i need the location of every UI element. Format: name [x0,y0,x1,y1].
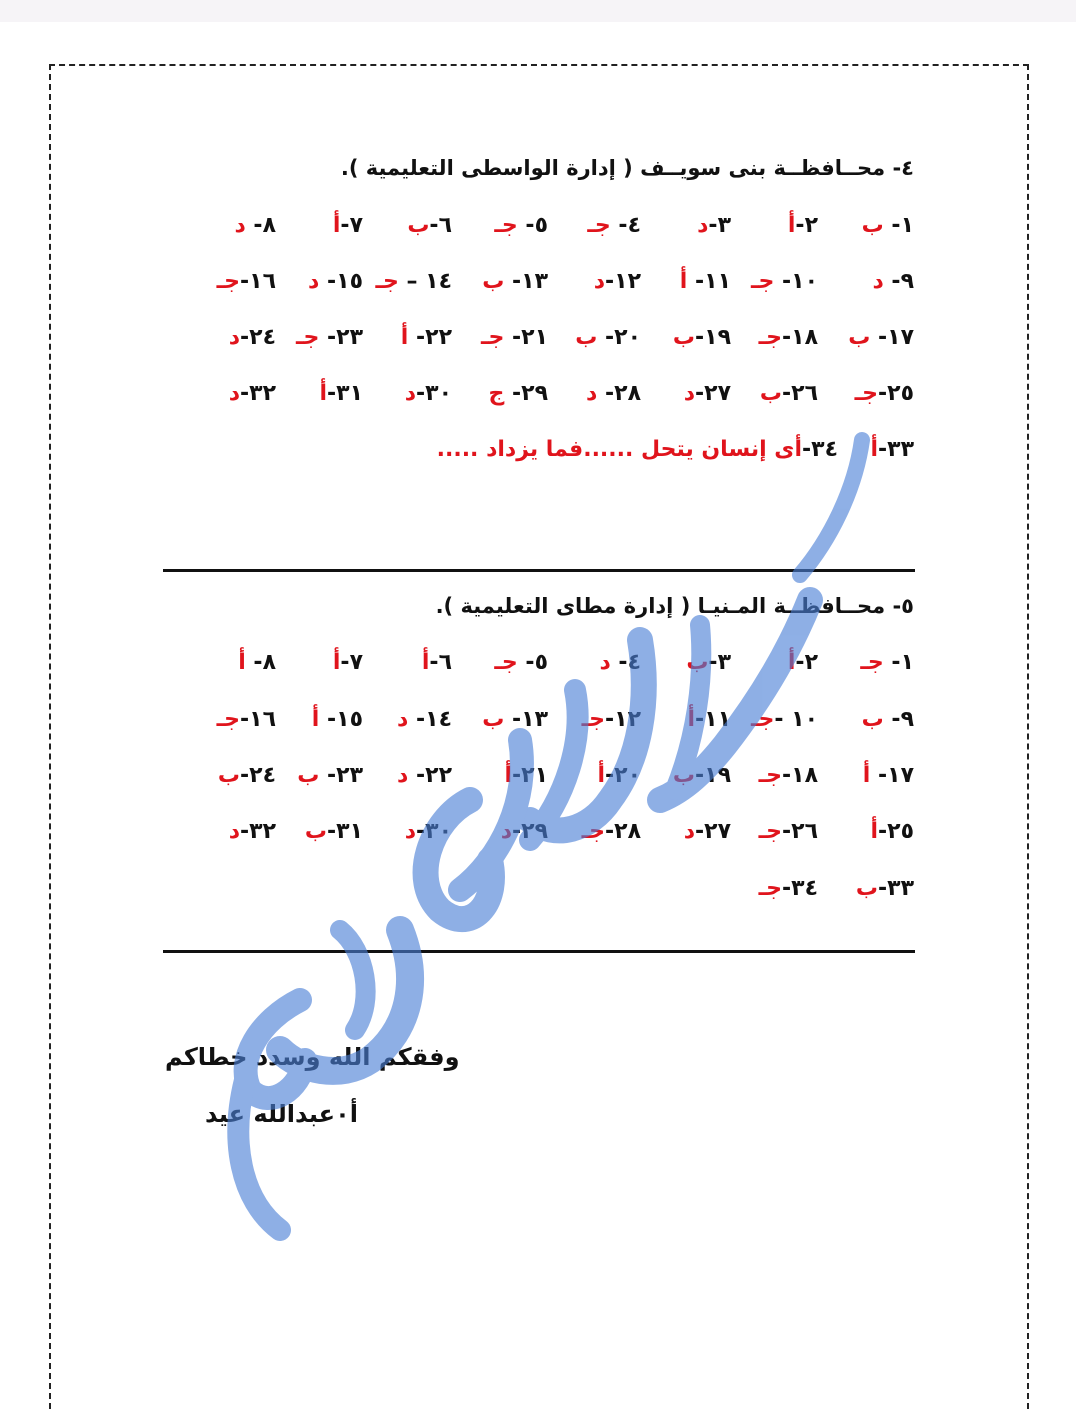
answer-row [0,377,1076,411]
answer-value: ب [482,707,505,732]
answer-row [0,703,1076,737]
answer-value: جـ [581,707,605,732]
answer-number: ١٥- [319,707,363,732]
answer-item [759,321,818,355]
answer-item [597,759,641,793]
answer-number: ٢٣- [319,763,363,788]
answer-number: ٣- [708,213,731,238]
top-strip [0,0,1076,22]
answer-value: د [586,381,598,406]
answer-value: جـ [587,213,611,238]
answer-number: ١٩- [695,325,731,350]
answer-row [0,209,1076,243]
answer-item [319,377,363,411]
answer-item [599,646,641,680]
answer-number: ٣٠- [416,381,452,406]
answer-item [687,703,731,737]
answer-value: ب [575,325,598,350]
answer-item [587,209,641,243]
answer-number: ٤- [610,650,641,675]
answer-item [238,646,276,680]
answer-row [0,646,1076,680]
answer-item [296,321,363,355]
answer-value: ب [861,707,884,732]
answer-number: ٣- [708,650,731,675]
answer-number: ٢٦- [782,819,818,844]
answer-item [217,703,276,737]
answer-number: ٢٠- [605,763,641,788]
answer-value: جـ [494,213,518,238]
answer-number: ٢٥- [878,819,914,844]
answer-number: ١٨- [782,763,818,788]
answer-value: د [500,819,512,844]
answer-value: أ [597,763,605,788]
answer-row [0,872,1076,906]
answer-value: أ [870,437,878,462]
answer-row [0,265,1076,299]
answer-value: جـ [480,325,505,350]
answer-value: د [228,819,240,844]
answer-item-34 [437,433,838,467]
answer-value: ب [759,381,782,406]
answer-number: ٧- [340,650,363,675]
answer-row [0,815,1076,849]
answer-value: د [228,381,240,406]
answer-item [575,321,641,355]
answer-number: ٦- [429,213,452,238]
answer-item [333,646,363,680]
answer-value: د [872,269,884,294]
answer-item [375,265,452,299]
answer-value: ب [217,763,240,788]
answer-item [308,265,363,299]
answer-value: أ [870,819,878,844]
answer-item-33 [870,433,914,467]
answer-item [872,265,914,299]
answer-value: جـ [494,650,518,675]
answer-value: جـ [758,325,782,350]
answer-item [482,265,548,299]
answer-item [594,265,641,299]
answer-value: أ [421,650,430,675]
answer-value: د [683,819,695,844]
answer-number: ٥- [517,213,548,238]
answer-number: ٢٧- [695,381,731,406]
answer-item [494,209,548,243]
answer-item [312,703,363,737]
answer-value: ب [482,269,505,294]
answer-value: أ [332,213,341,238]
section-5-heading: ٥- محــافظــة المـنيـا ( إدارة مطاى التعليمية ). [435,594,914,618]
answer-item [759,872,818,906]
answer-item [751,265,818,299]
answer-value: د [404,381,416,406]
answer-number: ٢٣- [319,325,363,350]
answer-item [582,815,641,849]
section-4-heading: ٤- محــافظــة بنى سويــف ( إدارة الواسطى التعليمية ). [340,156,914,180]
answer-number: ٢٨- [597,381,641,406]
answer-value: جـ [216,269,240,294]
answer-number: ٢١- [512,763,548,788]
answer-number: ٢٩- [512,819,548,844]
answer-number: ٢٧- [695,819,731,844]
answer-number: ١٢- [605,707,641,732]
answer-value: ب [848,325,871,350]
section-divider [163,569,915,572]
answer-number: ٢٠- [597,325,641,350]
answer-value: جـ [758,763,782,788]
answer-item [751,703,818,737]
answer-item [862,703,914,737]
answer-item [863,759,914,793]
answer-number: ١٣- [504,269,548,294]
answer-item [422,646,452,680]
answer-item [229,321,276,355]
answer-item [582,703,641,737]
answer-item [684,815,731,849]
answer-value: أ [311,707,320,732]
answer-value: جـ [758,876,782,901]
answer-number: ٢- [795,213,818,238]
answer-number: ٣١- [327,819,363,844]
answer-item [501,815,548,849]
answer-number: ٣٠- [416,819,452,844]
answer-value: أ [787,650,796,675]
answer-value: د [234,213,246,238]
answer-number: ٢٥- [878,381,914,406]
answer-number: ١٠- [774,269,818,294]
answer-number: ٩- [883,707,914,732]
answer-number: ٦- [429,650,452,675]
answer-number: ٢٨- [605,819,641,844]
answer-item [217,265,276,299]
answer-value: د [683,381,695,406]
answer-value: جـ [295,325,320,350]
answer-item [870,815,914,849]
author-signature: أ٠عبدالله عيد [205,1100,358,1128]
answer-number: ١٧- [870,325,914,350]
answer-item [788,646,818,680]
answer-number: ١٧- [870,763,914,788]
answer-item [494,646,548,680]
answer-number: ٢٦- [782,381,818,406]
section-divider [163,950,915,953]
answer-number: ١٨- [782,325,818,350]
answer-value: د [593,269,605,294]
answer-value: د [397,707,409,732]
answer-number: ١٥- [319,269,363,294]
answer-item [788,209,818,243]
answer-number: ٢٢- [408,325,452,350]
answer-item [855,377,914,411]
answer-number: ١٠ - [774,707,818,732]
answer-value: د [697,213,709,238]
answer-number: ٢٤- [240,763,276,788]
answer-value: أ [679,269,688,294]
answer-number: ٨- [245,650,276,675]
answer-number: ٣٣- [878,876,914,901]
answer-number: ٣٢- [240,819,276,844]
answer-value: جـ [750,707,775,732]
answer-row [0,321,1076,355]
answer-value: جـ [581,819,605,844]
answer-value: أ [332,650,341,675]
answer-item [673,759,731,793]
answer-item [697,209,731,243]
answer-value: جـ [860,650,884,675]
answer-number: ١١- [695,707,731,732]
answer-item [488,377,548,411]
answer-value: أ [238,650,246,675]
answer-item [586,377,641,411]
answer-row [0,759,1076,793]
answer-number: ٢٢- [408,763,452,788]
answer-value: جـ [758,819,782,844]
answer-number: ١٢- [605,269,641,294]
section-4-last-row [0,433,1076,467]
answer-item [848,321,914,355]
answer-number: ٨- [245,213,276,238]
answer-item [397,703,452,737]
answer-item [401,321,452,355]
answer-value: جـ [216,707,240,732]
answer-number: ٢٤- [240,325,276,350]
answer-number: ١- [883,650,914,675]
answer-number: ١- [883,213,914,238]
answer-number: ١٩- [695,763,731,788]
answer-item [759,759,818,793]
answer-number: ٣٢- [240,381,276,406]
answer-item [673,321,731,355]
answer-number: ٣١- [327,381,363,406]
answer-number: ٩- [883,269,914,294]
answer-item [229,815,276,849]
answer-item [305,815,363,849]
answer-number: ١٣- [504,707,548,732]
answer-item [229,377,276,411]
answer-value: ب [855,876,878,901]
answer-item [686,646,731,680]
answer-item [397,759,452,793]
answer-number: ٣٣- [878,437,914,462]
answer-item [297,759,363,793]
answer-value: ب [672,325,695,350]
answer-value: ب [672,763,695,788]
answer-item [680,265,731,299]
answer-item [504,759,548,793]
answer-value: أ [687,707,695,732]
answer-number: ٣٤- [802,437,838,462]
answer-item [405,377,452,411]
answer-value: ج [488,381,505,406]
answer-value: ب [304,819,327,844]
answer-number: ٢١- [504,325,548,350]
answer-value: أ [862,763,871,788]
answer-item [218,759,276,793]
answer-value: د [308,269,320,294]
answer-item [862,209,914,243]
answer-value: ب [861,213,884,238]
answer-value: أ [319,381,327,406]
answer-value: أ [400,325,409,350]
answer-value: أى إنسان يتحل ......فما يزداد ..... [436,437,802,462]
answer-number: ٢٩- [504,381,548,406]
answer-value: د [599,650,611,675]
answer-value: ب [407,213,430,238]
answer-number: ١١- [687,269,731,294]
answer-value: أ [504,763,512,788]
answer-item [405,815,452,849]
answer-item [860,646,914,680]
answer-number: ٥- [517,650,548,675]
answer-value: أ [787,213,796,238]
answer-value: جـ [854,381,878,406]
answer-item [481,321,548,355]
answer-value: جـ [750,269,775,294]
closing-wish: وفقكم الله وسدد خطاكم [165,1043,460,1071]
answer-value: جـ [375,269,399,294]
answer-value: د [404,819,416,844]
answer-item [759,815,818,849]
answer-number: ١٤- [408,707,452,732]
answer-value: ب [686,650,709,675]
answer-item [684,377,731,411]
answer-number: ١٤ – [398,269,452,294]
answer-item [234,209,276,243]
answer-item [333,209,363,243]
answer-number: ٣٤- [782,876,818,901]
answer-number: ١٦- [240,707,276,732]
answer-item [482,703,548,737]
answer-value: ب [297,763,320,788]
answer-item [407,209,452,243]
answer-item [760,377,818,411]
answer-number: ٢- [795,650,818,675]
answer-value: د [228,325,240,350]
answer-item [856,872,914,906]
answer-number: ٤- [610,213,641,238]
answer-number: ١٦- [240,269,276,294]
answer-number: ٧- [340,213,363,238]
answer-value: د [397,763,409,788]
